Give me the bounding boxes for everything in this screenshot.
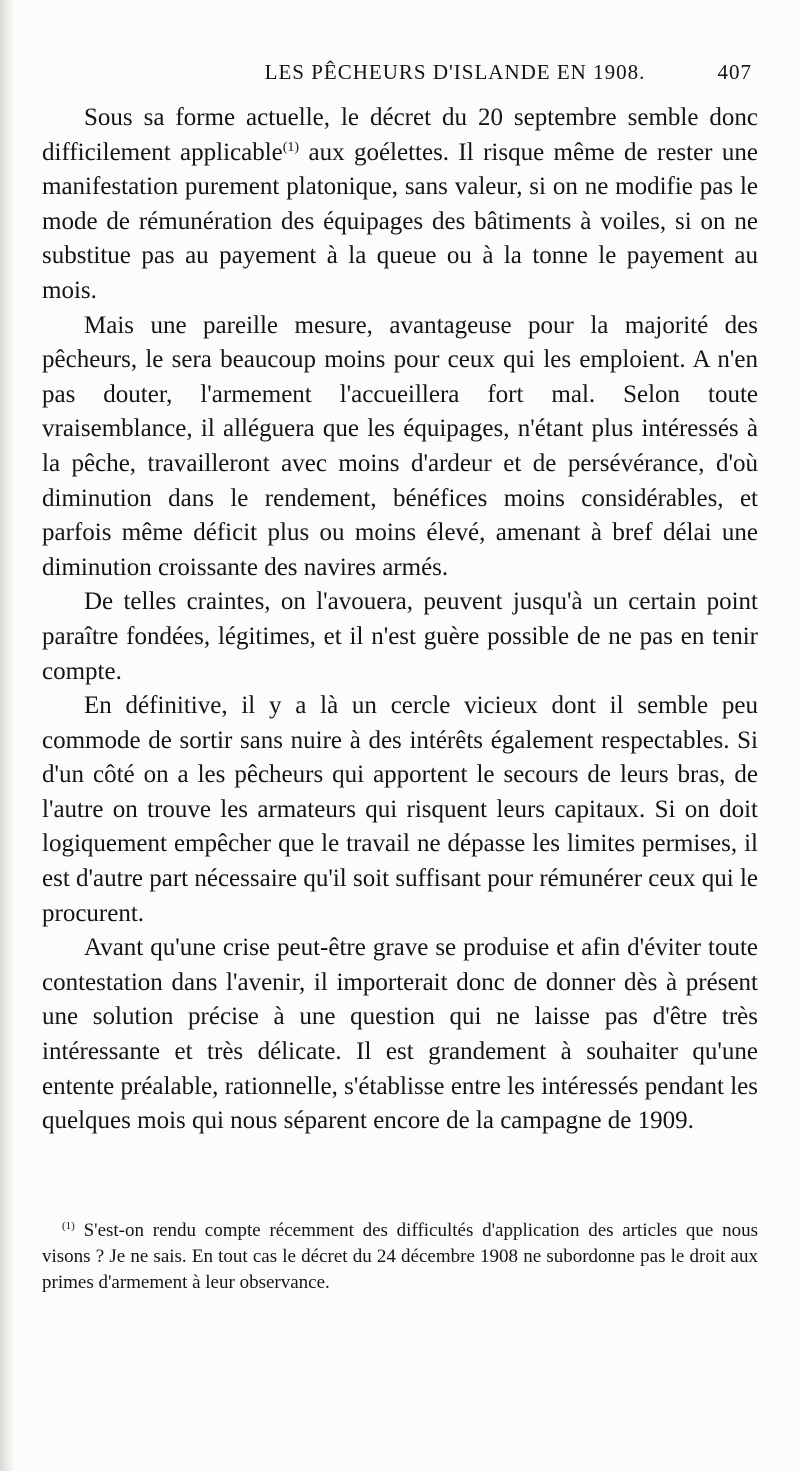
running-title: LES PÊCHEURS D'ISLANDE EN 1908. (264, 60, 646, 84)
paragraph-1-text-continued: aux goélettes. Il risque même de rester une manifestation purement platonique, sans valeur, si on ne modifie pas le mode de rémunération des équipages des bâtiments à voiles, si on ne substitue pas au payement à la queue ou à la tonne le payement au mois. (42, 138, 758, 304)
footnote-paragraph (42, 1218, 758, 1296)
page-number: 407 (717, 60, 752, 84)
footnote (42, 1218, 758, 1296)
scan-edge (0, 0, 14, 1471)
paragraph-3: De telles craintes, on l'avouera, peuvent jusqu'à un certain point paraître fondées, légitimes, et il n'est guère possible de ne pas en tenir compte. (42, 588, 758, 685)
footnote-reference[interactable]: (1) (282, 139, 300, 155)
footnote-text: S'est-on rendu compte récemment des difficultés d'application des articles que nous visons ? Je ne sais. En tout cas le décret du 24 décembre 1908 ne subordonne pas le droit aux primes d'armement à leur observance. (42, 1220, 758, 1293)
body-text (42, 101, 758, 1139)
paragraph-1-text: Sous sa forme actuelle, le décret du 20 septembre semble donc difficilement applicable (42, 104, 758, 166)
running-header (98, 60, 752, 88)
paragraph-1 (42, 101, 758, 309)
footnote-mark: (1) (62, 1220, 75, 1232)
paragraph-5: Avant qu'une crise peut-être grave se produise et afin d'éviter toute contestation dans l'avenir, il importerait donc de donner dès à présent une solution précise à une question qui ne laisse pas d'être très intéressante et très délicate. Il est grandement à souhaiter qu'une entente préalable, rationnelle, s'établisse entre les intéressés pendant les quelques mois qui nous séparent encore de la campagne de 1909. (42, 934, 758, 1135)
paragraph-2: Mais une pareille mesure, avantageuse pour la majorité des pêcheurs, le sera beaucoup moins pour ceux qui les emploient. A n'en pas douter, l'armement l'accueillera fort mal. Selon toute vraisemblance, il alléguera que les équipages, n'étant plus intéressés à la pêche, travailleront avec moins d'ardeur et de persévérance, d'où diminution dans le rendement, bénéfices moins considérables, et parfois même déficit plus ou moins élevé, amenant à bref délai une diminution croissante des navires armés. (42, 311, 758, 581)
paragraph-4: En définitive, il y a là un cercle vicieux dont il semble peu commode de sortir sans nuire à des intérêts également respectables. Si d'un côté on a les pêcheurs qui apportent le secours de leurs bras, de l'autre on trouve les armateurs qui risquent leurs capitaux. Si on doit logiquement empêcher que le travail ne dépasse les limites permises, il est d'autre part nécessaire qu'il soit suffisant pour rémunérer ceux qui le procurent. (42, 692, 758, 927)
